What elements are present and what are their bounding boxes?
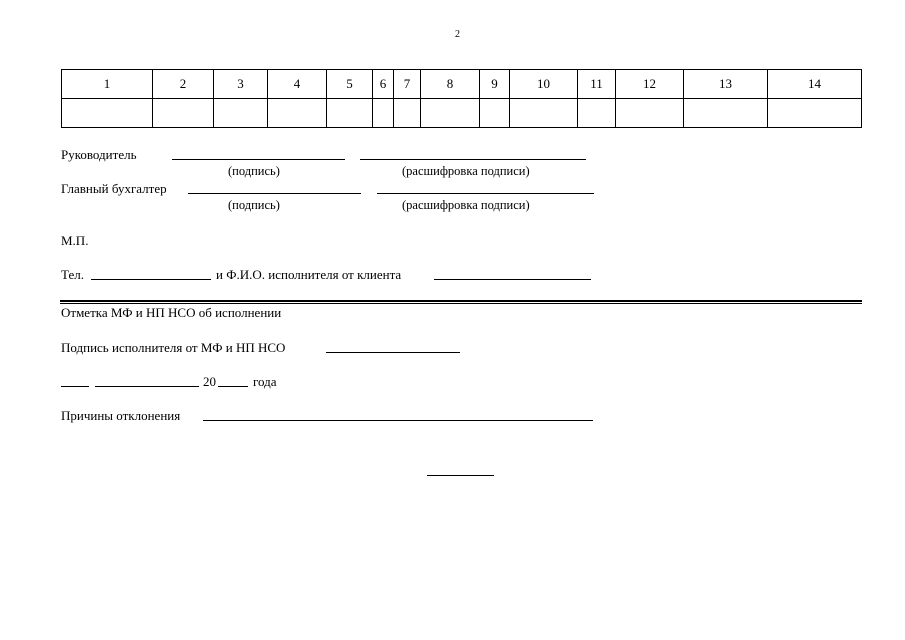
table-row <box>62 99 862 128</box>
table-cell <box>394 99 421 128</box>
column-header: 11 <box>578 70 616 99</box>
column-header: 7 <box>394 70 421 99</box>
page-number: 2 <box>455 29 460 40</box>
date-year-line[interactable] <box>218 386 248 387</box>
table-cell <box>684 99 768 128</box>
column-header: 10 <box>510 70 578 99</box>
executor-label: и Ф.И.О. исполнителя от клиента <box>216 267 402 282</box>
end-mark-line <box>427 475 494 476</box>
executor-signature-line[interactable] <box>326 352 460 353</box>
table-cell <box>510 99 578 128</box>
table-cell <box>616 99 684 128</box>
date-suffix: года <box>253 374 277 389</box>
column-header: 3 <box>214 70 268 99</box>
decoding-caption: (расшифровка подписи) <box>402 198 530 212</box>
chief-accountant-decoding-line[interactable] <box>377 193 594 194</box>
column-header: 6 <box>373 70 394 99</box>
manager-signature-line[interactable] <box>172 159 345 160</box>
column-header: 4 <box>268 70 327 99</box>
date-month-line[interactable] <box>95 386 199 387</box>
phone-line[interactable] <box>91 279 211 280</box>
section-divider <box>60 300 862 302</box>
column-header: 9 <box>480 70 510 99</box>
date-year-prefix: 20 <box>203 374 216 389</box>
date-day-line[interactable] <box>61 386 89 387</box>
data-table <box>61 69 862 128</box>
table-cell <box>153 99 214 128</box>
table-cell <box>327 99 373 128</box>
column-header: 13 <box>684 70 768 99</box>
column-header: 12 <box>616 70 684 99</box>
column-header: 2 <box>153 70 214 99</box>
table-cell <box>578 99 616 128</box>
signature-caption: (подпись) <box>228 164 280 178</box>
manager-decoding-line[interactable] <box>360 159 586 160</box>
executor-signature-label: Подпись исполнителя от МФ и НП НСО <box>61 340 286 355</box>
column-header: 1 <box>62 70 153 99</box>
section-divider <box>60 303 862 304</box>
decoding-caption: (расшифровка подписи) <box>402 164 530 178</box>
signature-caption: (подпись) <box>228 198 280 212</box>
table-header-row <box>62 70 862 99</box>
phone-label: Тел. <box>61 267 84 282</box>
chief-accountant-signature-line[interactable] <box>188 193 361 194</box>
table-cell <box>62 99 153 128</box>
column-header: 5 <box>327 70 373 99</box>
rejection-reasons-label: Причины отклонения <box>61 408 181 423</box>
table-cell <box>373 99 394 128</box>
chief-accountant-label: Главный бухгалтер <box>61 181 167 196</box>
table-cell <box>480 99 510 128</box>
table-cell <box>768 99 862 128</box>
column-header: 8 <box>421 70 480 99</box>
mf-section-title: Отметка МФ и НП НСО об исполнении <box>61 305 282 320</box>
manager-label: Руководитель <box>61 147 137 162</box>
executor-name-line[interactable] <box>434 279 591 280</box>
column-header: 14 <box>768 70 862 99</box>
rejection-reasons-line[interactable] <box>203 420 593 421</box>
table-cell <box>214 99 268 128</box>
table-cell <box>268 99 327 128</box>
stamp-label: М.П. <box>61 233 89 248</box>
table-cell <box>421 99 480 128</box>
